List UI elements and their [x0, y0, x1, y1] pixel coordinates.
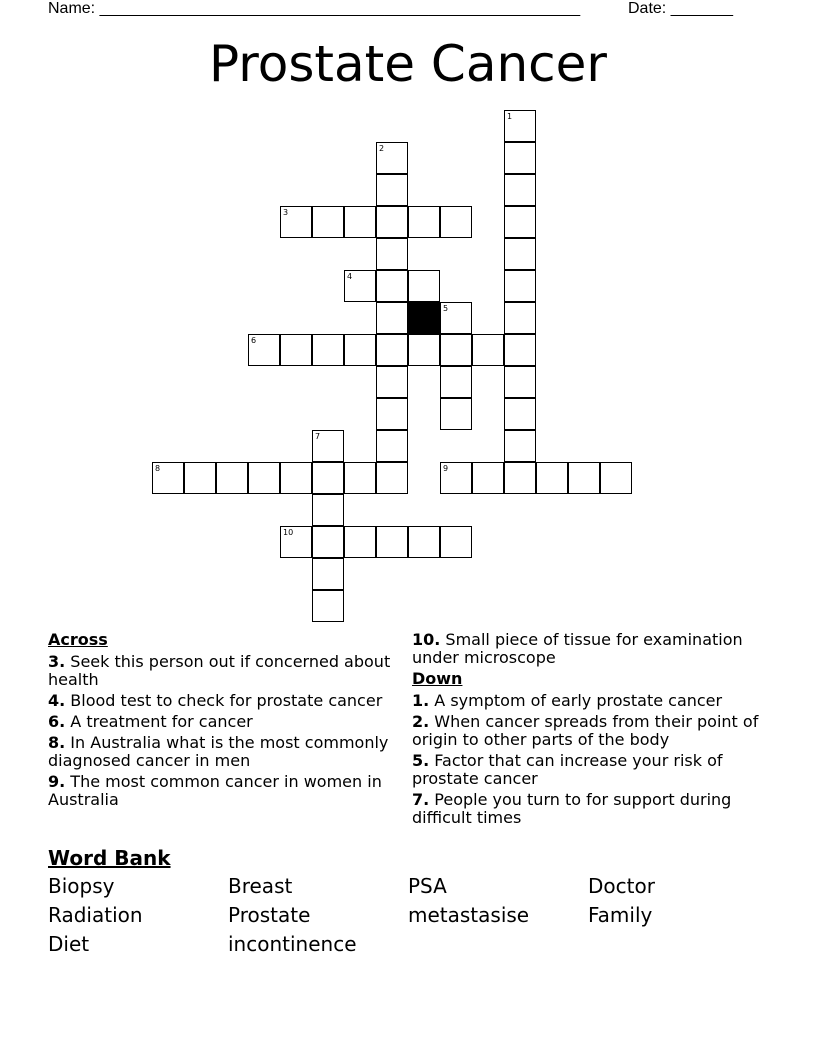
down-clue: [412, 692, 762, 710]
clue-number: 1: [507, 112, 513, 121]
crossword-cell[interactable]: [312, 494, 344, 526]
crossword-cell[interactable]: [280, 334, 312, 366]
clue-text: Seek this person out if concerned about health: [48, 652, 391, 689]
crossword-cell[interactable]: [376, 174, 408, 206]
word-bank-item: Doctor: [588, 874, 655, 898]
crossword-cell[interactable]: [280, 206, 312, 238]
clue-num: 7.: [412, 790, 430, 809]
crossword-cell[interactable]: [440, 302, 472, 334]
word-bank-item: Breast: [228, 874, 293, 898]
clue-number: 9: [443, 464, 449, 473]
crossword-cell[interactable]: [504, 302, 536, 334]
crossword-cell[interactable]: [344, 206, 376, 238]
clue-num: 3.: [48, 652, 66, 671]
crossword-cell[interactable]: [504, 366, 536, 398]
crossword-cell[interactable]: [440, 334, 472, 366]
across-clue: [48, 692, 393, 710]
word-bank-item: PSA: [408, 874, 447, 898]
clue-num: 8.: [48, 733, 66, 752]
clue-text: When cancer spreads from their point of origin to other parts of the body: [412, 712, 759, 749]
clue-num: 1.: [412, 691, 430, 710]
crossword-cell[interactable]: [184, 462, 216, 494]
down-clue: [412, 752, 762, 788]
down-clue: [412, 791, 762, 827]
clue-text: Small piece of tissue for examination under microscope: [412, 630, 743, 667]
clue-num: 4.: [48, 691, 66, 710]
crossword-cell[interactable]: [536, 462, 568, 494]
crossword-cell[interactable]: [568, 462, 600, 494]
crossword-cell[interactable]: [504, 430, 536, 462]
clue-number: 6: [251, 336, 257, 345]
crossword-cell[interactable]: [376, 526, 408, 558]
crossword-cell[interactable]: [504, 110, 536, 142]
crossword-cell[interactable]: [504, 174, 536, 206]
across-clue: [48, 734, 393, 770]
crossword-cell[interactable]: [504, 398, 536, 430]
across-heading: Across: [48, 630, 108, 649]
clue-num: 6.: [48, 712, 66, 731]
clue-number: 5: [443, 304, 449, 313]
crossword-cell[interactable]: [344, 270, 376, 302]
crossword-cell[interactable]: [504, 462, 536, 494]
crossword-cell[interactable]: [376, 238, 408, 270]
crossword-cell[interactable]: [440, 462, 472, 494]
crossword-cell[interactable]: [504, 270, 536, 302]
clue-number: 4: [347, 272, 353, 281]
crossword-cell[interactable]: [408, 526, 440, 558]
crossword-cell[interactable]: [408, 334, 440, 366]
crossword-cell[interactable]: [216, 462, 248, 494]
word-bank-item: incontinence: [228, 932, 357, 956]
clue-num: 9.: [48, 772, 66, 791]
clue-number: 8: [155, 464, 161, 473]
word-bank-title: Word Bank: [48, 846, 171, 870]
crossword-cell[interactable]: [440, 526, 472, 558]
word-bank-item: Family: [588, 903, 653, 927]
crossword-cell[interactable]: [376, 462, 408, 494]
word-bank-item: Prostate: [228, 903, 311, 927]
down-heading: Down: [412, 669, 463, 688]
crossword-cell[interactable]: [376, 142, 408, 174]
down-clue: [412, 713, 762, 749]
crossword-cell[interactable]: [376, 302, 408, 334]
across-clue: [48, 713, 393, 731]
crossword-cell[interactable]: [440, 366, 472, 398]
across-clue: [48, 653, 393, 689]
crossword-cell[interactable]: [504, 206, 536, 238]
crossword-cell[interactable]: [600, 462, 632, 494]
crossword-cell[interactable]: [312, 206, 344, 238]
crossword-cell[interactable]: [248, 462, 280, 494]
crossword-cell[interactable]: [376, 430, 408, 462]
clues-right-column: [412, 631, 762, 830]
date-field-label: Date: _______: [628, 0, 733, 17]
crossword-cell[interactable]: [312, 526, 344, 558]
crossword-cell[interactable]: [344, 526, 376, 558]
crossword-cell[interactable]: [376, 334, 408, 366]
crossword-cell[interactable]: [344, 334, 376, 366]
crossword-cell[interactable]: [440, 398, 472, 430]
crossword-cell[interactable]: [280, 526, 312, 558]
crossword-cell[interactable]: [504, 238, 536, 270]
crossword-cell[interactable]: [248, 334, 280, 366]
across-clue: [48, 773, 393, 809]
crossword-cell[interactable]: [472, 462, 504, 494]
crossword-cell[interactable]: [376, 270, 408, 302]
clue-number: 2: [379, 144, 385, 153]
crossword-cell[interactable]: [312, 430, 344, 462]
clue-number: 10: [283, 528, 294, 537]
blocked-cell: [408, 302, 440, 334]
clue-text: A symptom of early prostate cancer: [429, 691, 723, 710]
clue-text: Blood test to check for prostate cancer: [65, 691, 383, 710]
clues-left-column: [48, 631, 393, 812]
word-bank-item: metastasise: [408, 903, 530, 927]
clue-num: 5.: [412, 751, 430, 770]
crossword-cell[interactable]: [408, 270, 440, 302]
clue-num: 10.: [412, 630, 441, 649]
crossword-cell[interactable]: [376, 206, 408, 238]
crossword-cell[interactable]: [312, 590, 344, 622]
word-bank-item: Biopsy: [48, 874, 115, 898]
name-field-label: Name: ______________________________________________________: [48, 0, 581, 17]
page-title: Prostate Cancer: [209, 35, 607, 93]
word-bank-item: Radiation: [48, 903, 143, 927]
crossword-cell[interactable]: [504, 334, 536, 366]
across-clue: [412, 631, 762, 667]
crossword-cell[interactable]: [376, 398, 408, 430]
clue-text: In Australia what is the most commonly diagnosed cancer in men: [48, 733, 389, 770]
clue-text: The most common cancer in women in Australia: [48, 772, 382, 809]
crossword-cell[interactable]: [312, 462, 344, 494]
crossword-cell[interactable]: [344, 462, 376, 494]
crossword-cell[interactable]: [440, 206, 472, 238]
crossword-cell[interactable]: [152, 462, 184, 494]
clue-number: 3: [283, 208, 289, 217]
crossword-cell[interactable]: [280, 462, 312, 494]
clue-text: A treatment for cancer: [65, 712, 253, 731]
crossword-cell[interactable]: [472, 334, 504, 366]
crossword-cell[interactable]: [376, 366, 408, 398]
crossword-cell[interactable]: [312, 558, 344, 590]
word-bank-item: Diet: [48, 932, 90, 956]
crossword-cell[interactable]: [408, 206, 440, 238]
clue-text: People you turn to for support during difficult times: [412, 790, 732, 827]
crossword-cell[interactable]: [504, 142, 536, 174]
clue-text: Factor that can increase your risk of prostate cancer: [412, 751, 723, 788]
clue-num: 2.: [412, 712, 430, 731]
crossword-cell[interactable]: [312, 334, 344, 366]
clue-number: 7: [315, 432, 321, 441]
